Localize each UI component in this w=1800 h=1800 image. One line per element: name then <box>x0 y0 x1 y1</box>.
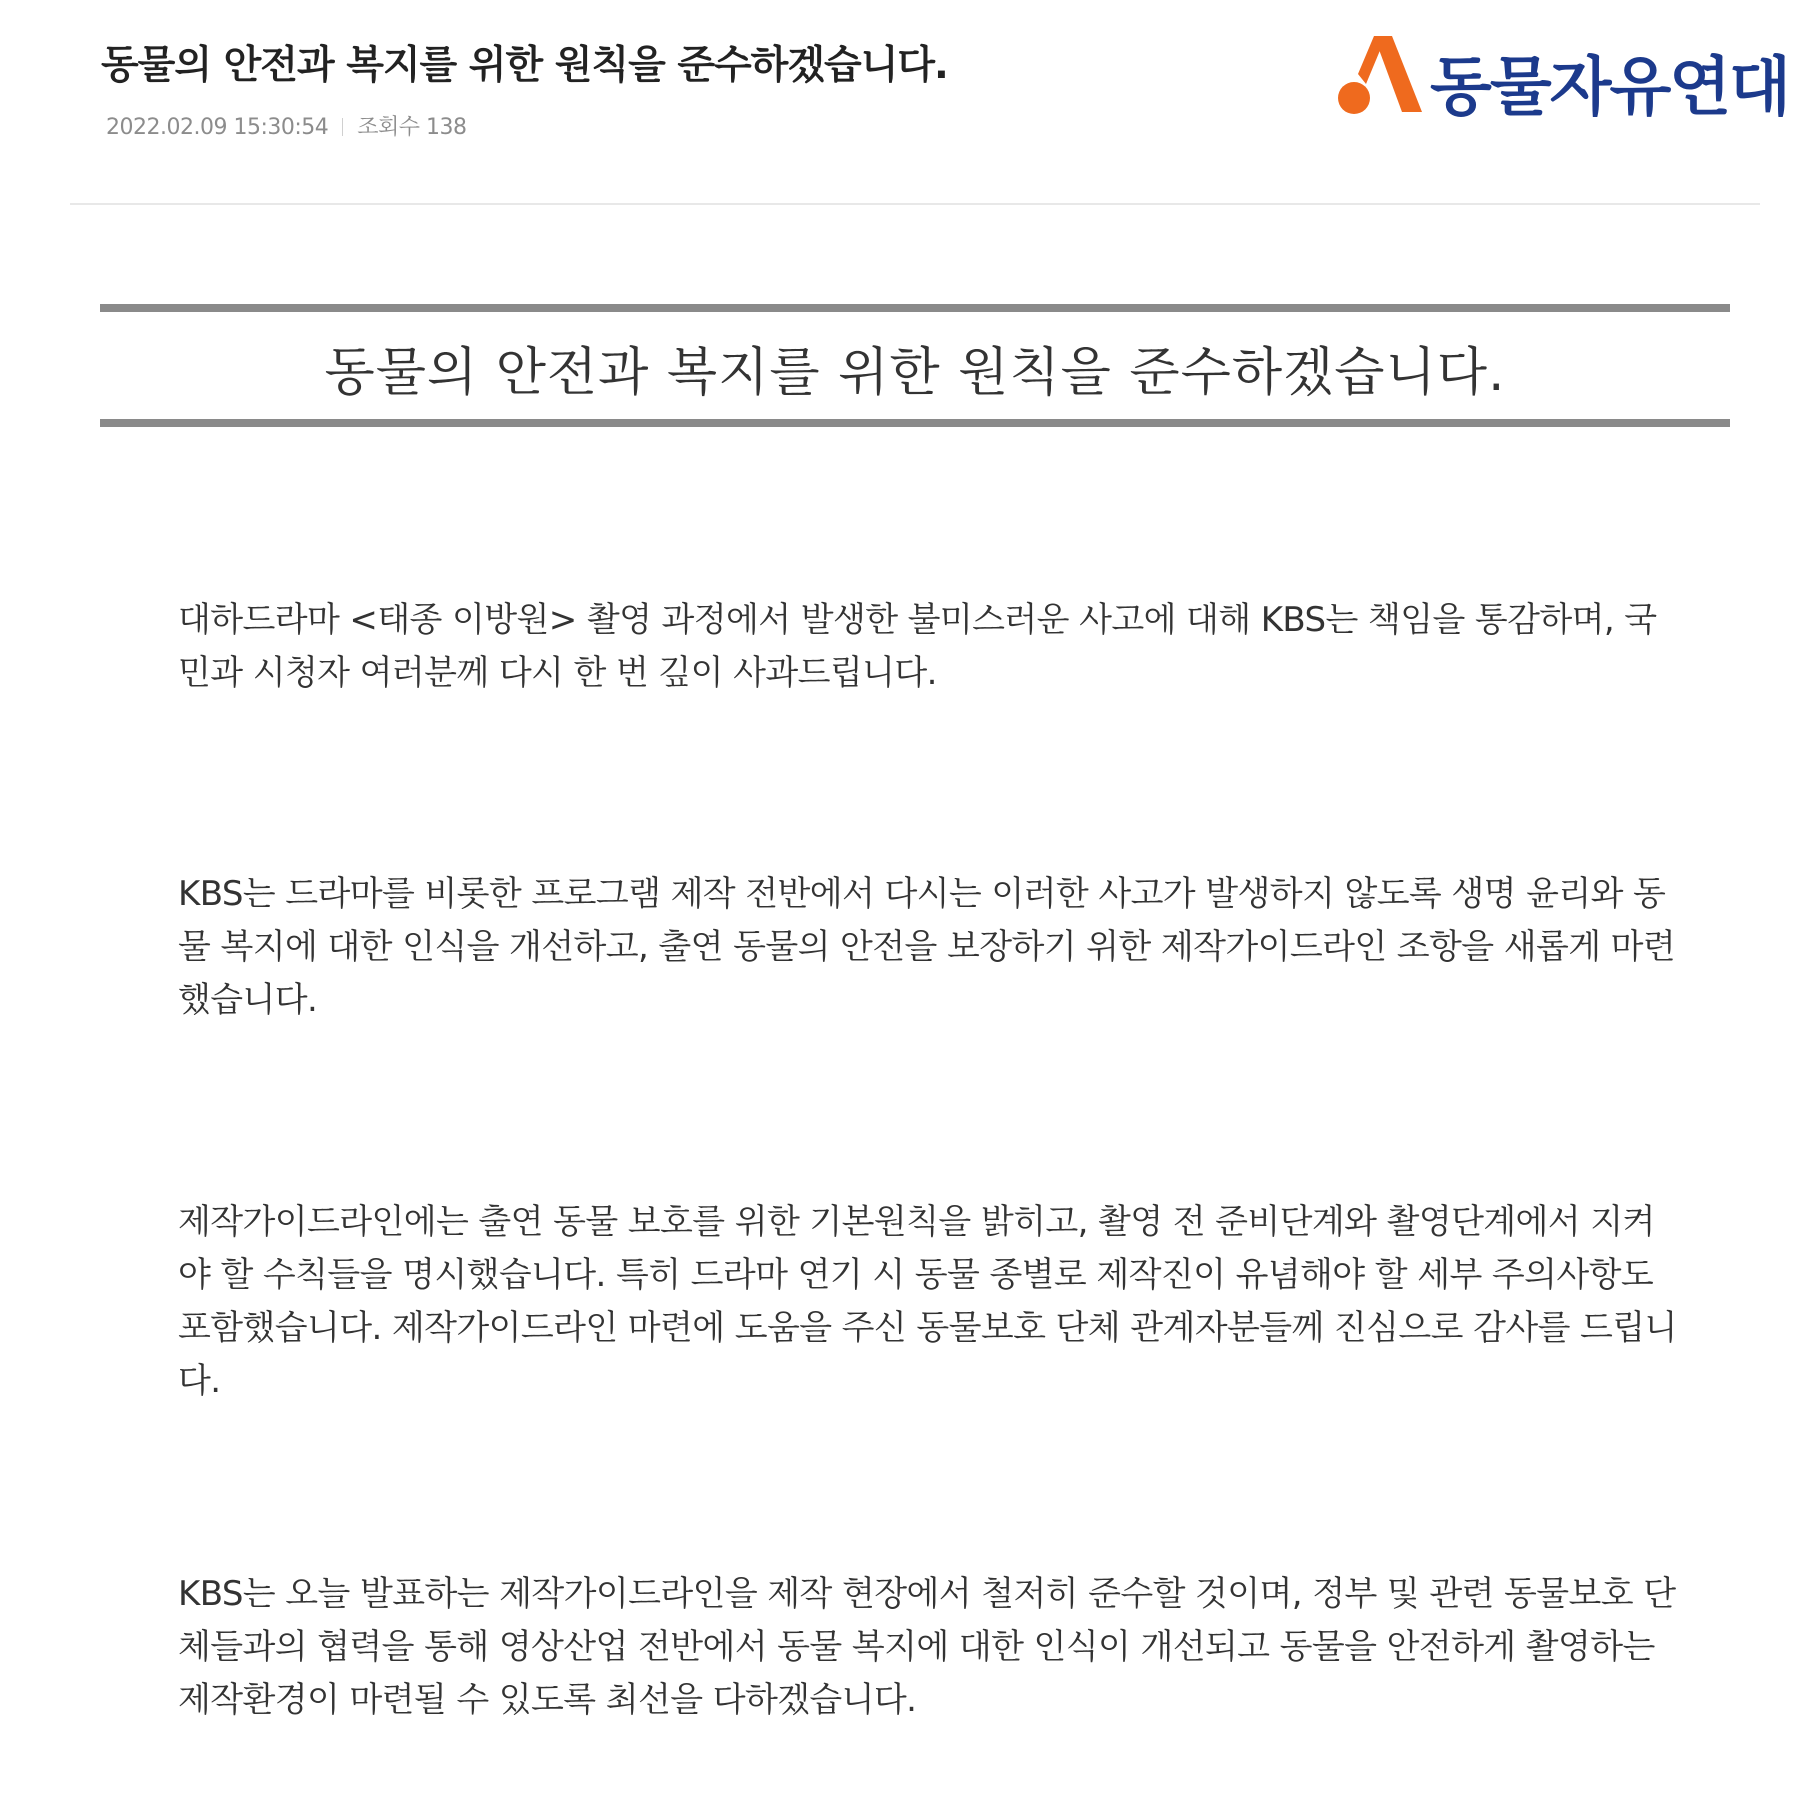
document-title-band <box>100 304 1730 427</box>
meta-separator <box>342 118 343 136</box>
header-divider <box>70 203 1760 205</box>
title-rule-top <box>100 304 1730 312</box>
post-header <box>0 0 1800 210</box>
views-count: 138 <box>426 115 467 140</box>
post-meta <box>106 110 467 141</box>
logo-text: 동물자유연대 <box>1430 51 1789 125</box>
organization-logo[interactable] <box>1336 32 1789 125</box>
post-date: 2022.02.09 15:30:54 <box>106 115 329 140</box>
post-title: 동물의 안전과 복지를 위한 원칙을 준수하겠습니다. <box>101 43 948 88</box>
body-paragraph: KBS는 오늘 발표하는 제작가이드라인을 제작 현장에서 철저히 준수할 것이며, 정부 및 관련 동물보호 단체들과의 협력을 통해 영상산업 전반에서 동물 복지에 대한 인식이 개선되고 동물을 안전하게 촬영하는 제작환경이 마련될 수 있도록 최선을 다하겠습니다. <box>178 1574 1676 1720</box>
title-rule-bottom <box>100 419 1730 427</box>
views-label: 조회수 <box>357 115 420 140</box>
body-paragraph: 제작가이드라인에는 출연 동물 보호를 위한 기본원칙을 밝히고, 촬영 전 준비단계와 촬영단계에서 지켜야 할 수칙들을 명시했습니다. 특히 드라마 연기 시 동물 종별로 제작진이 유념해야 할 세부 주의사항도 포함했습니다. 제작가이드라인 마련에 도움을 주신 동물보호 단체 관계자분들께 진심으로 감사를 드립니다. <box>178 1202 1677 1401</box>
orange-a-mark-icon <box>1336 32 1426 122</box>
body-paragraph: 대하드라마 <태종 이방원> 촬영 과정에서 발생한 불미스러운 사고에 대해 KBS는 책임을 통감하며, 국민과 시청자 여러분께 다시 한 번 깊이 사과드립니다. <box>178 600 1657 693</box>
body-paragraph: KBS는 드라마를 비롯한 프로그램 제작 전반에서 다시는 이러한 사고가 발생하지 않도록 생명 윤리와 동물 복지에 대한 인식을 개선하고, 출연 동물의 안전을 보장하기 위한 제작가이드라인 조항을 새롭게 마련했습니다. <box>178 874 1676 1020</box>
document-title: 동물의 안전과 복지를 위한 원칙을 준수하겠습니다. <box>324 343 1506 403</box>
